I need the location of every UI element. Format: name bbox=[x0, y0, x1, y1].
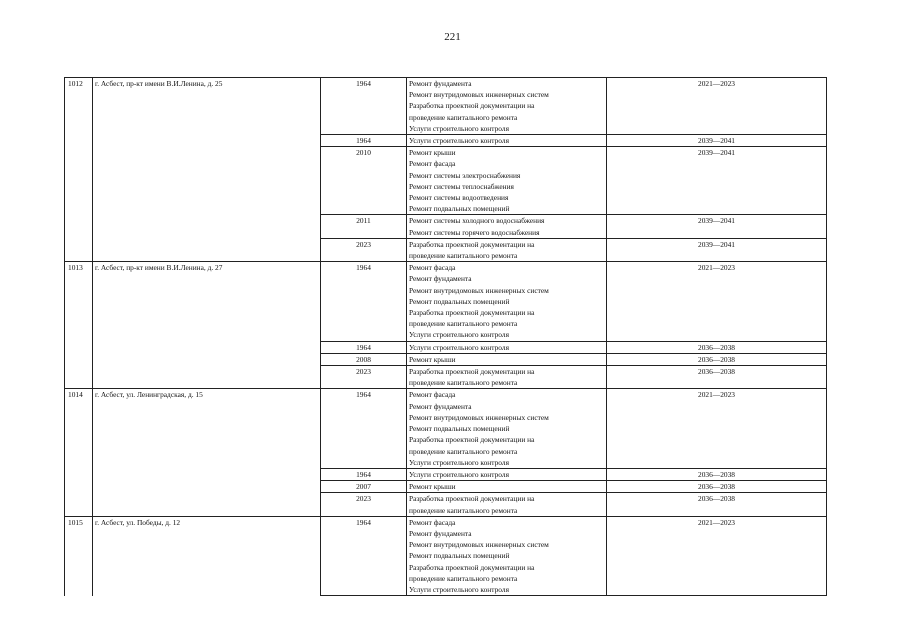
work-item: Услуги строительного контроля bbox=[409, 469, 509, 479]
commission-year: 1964 bbox=[321, 516, 407, 595]
work-item: Разработка проектной документации на bbox=[409, 239, 535, 249]
page-number: 221 bbox=[444, 31, 461, 43]
work-item: проведение капитального ремонта bbox=[409, 378, 518, 388]
work-item: Ремонт фасада bbox=[409, 159, 456, 169]
repair-period: 2039—2041 bbox=[607, 147, 827, 215]
works-list bbox=[407, 389, 607, 468]
work-item: Ремонт фундамента bbox=[409, 79, 472, 88]
repair-period: 2036—2038 bbox=[607, 468, 827, 480]
work-item: Ремонт фасада bbox=[409, 390, 456, 400]
work-item: Услуги строительного контроля bbox=[409, 136, 509, 146]
commission-year: 1964 bbox=[321, 389, 407, 468]
work-item: Ремонт подвальных помещений bbox=[409, 296, 510, 306]
building-number: 1015 bbox=[65, 516, 93, 595]
work-item: Ремонт подвальных помещений bbox=[409, 204, 510, 214]
works-list bbox=[407, 468, 607, 480]
work-item: Услуги строительного контроля bbox=[409, 584, 509, 594]
commission-year: 1964 bbox=[321, 262, 407, 341]
commission-year: 2023 bbox=[321, 493, 407, 516]
commission-year: 2010 bbox=[321, 147, 407, 215]
work-item: проведение капитального ремонта bbox=[409, 573, 518, 583]
building-address: г. Асбест, пр-кт имени В.И.Ленина, д. 25 bbox=[93, 78, 321, 262]
commission-year: 2023 bbox=[321, 366, 407, 389]
work-item: Услуги строительного контроля bbox=[409, 330, 509, 340]
work-item: проведение капитального ремонта bbox=[409, 446, 518, 456]
work-item: Ремонт фундамента bbox=[409, 528, 472, 538]
work-item: Разработка проектной документации на bbox=[409, 435, 535, 445]
works-list bbox=[407, 135, 607, 147]
work-item: Ремонт внутридомовых инженерных систем bbox=[409, 90, 549, 100]
works-list bbox=[407, 493, 607, 516]
table-body bbox=[65, 78, 827, 596]
work-item: Ремонт подвальных помещений bbox=[409, 551, 510, 561]
work-item: Ремонт фасада bbox=[409, 263, 456, 273]
repair-period: 2036—2038 bbox=[607, 353, 827, 365]
work-item: Ремонт фундамента bbox=[409, 401, 472, 411]
work-item: Ремонт подвальных помещений bbox=[409, 424, 510, 434]
work-item: проведение капитального ремонта bbox=[409, 112, 518, 122]
repair-period: 2036—2038 bbox=[607, 493, 827, 516]
works-list bbox=[407, 481, 607, 493]
repair-period: 2036—2038 bbox=[607, 341, 827, 353]
work-item: Разработка проектной документации на bbox=[409, 494, 535, 504]
work-item: Ремонт системы горячего водоснабжения bbox=[409, 227, 540, 237]
work-item: Услуги строительного контроля bbox=[409, 457, 509, 467]
building-number: 1014 bbox=[65, 389, 93, 516]
work-item: проведение капитального ремонта bbox=[409, 505, 518, 515]
works-list bbox=[407, 262, 607, 341]
work-item: Ремонт внутридомовых инженерных систем bbox=[409, 412, 549, 422]
repair-period: 2021—2023 bbox=[607, 78, 827, 135]
work-item: Ремонт системы холодного водоснабжения bbox=[409, 216, 545, 226]
work-item: Услуги строительного контроля bbox=[409, 123, 509, 133]
commission-year: 2007 bbox=[321, 481, 407, 493]
work-item: проведение капитального ремонта bbox=[409, 319, 518, 329]
repair-period: 2036—2038 bbox=[607, 366, 827, 389]
work-item: Разработка проектной документации на bbox=[409, 101, 535, 111]
works-list bbox=[407, 516, 607, 595]
table-row bbox=[65, 78, 827, 135]
repair-period: 2039—2041 bbox=[607, 135, 827, 147]
commission-year: 2023 bbox=[321, 238, 407, 261]
works-list bbox=[407, 366, 607, 389]
work-item: Ремонт внутридомовых инженерных систем bbox=[409, 285, 549, 295]
building-number: 1013 bbox=[65, 262, 93, 389]
works-list bbox=[407, 78, 607, 135]
work-item: Ремонт крыши bbox=[409, 354, 456, 364]
works-list bbox=[407, 341, 607, 353]
works-list bbox=[407, 353, 607, 365]
work-item: Ремонт крыши bbox=[409, 148, 456, 158]
repair-period: 2021—2023 bbox=[607, 262, 827, 341]
building-address: г. Асбест, ул. Победы, д. 12 bbox=[93, 516, 321, 595]
work-item: Ремонт системы теплоснабжения bbox=[409, 181, 514, 191]
table-row bbox=[65, 389, 827, 468]
commission-year: 1964 bbox=[321, 468, 407, 480]
work-item: Ремонт фундамента bbox=[409, 274, 472, 284]
work-item: Ремонт внутридомовых инженерных систем bbox=[409, 540, 549, 550]
commission-year: 1964 bbox=[321, 78, 407, 135]
work-item: Ремонт системы электроснабжения bbox=[409, 170, 521, 180]
building-number: 1012 bbox=[65, 78, 93, 262]
table-row bbox=[65, 516, 827, 595]
capital-repair-table bbox=[64, 77, 827, 596]
repair-period: 2039—2041 bbox=[607, 215, 827, 238]
work-item: Ремонт крыши bbox=[409, 482, 456, 492]
repair-period: 2021—2023 bbox=[607, 516, 827, 595]
work-item: Услуги строительного контроля bbox=[409, 342, 509, 352]
building-address: г. Асбест, пр-кт имени В.И.Ленина, д. 27 bbox=[93, 262, 321, 389]
work-item: Разработка проектной документации на bbox=[409, 367, 535, 377]
work-item: Разработка проектной документации на bbox=[409, 562, 535, 572]
works-list bbox=[407, 238, 607, 261]
work-item: проведение капитального ремонта bbox=[409, 251, 518, 261]
building-address: г. Асбест, ул. Ленинградская, д. 15 bbox=[93, 389, 321, 516]
works-list bbox=[407, 147, 607, 215]
work-item: Разработка проектной документации на bbox=[409, 308, 535, 318]
commission-year: 1964 bbox=[321, 135, 407, 147]
repair-period: 2036—2038 bbox=[607, 481, 827, 493]
work-item: Ремонт системы водоотведения bbox=[409, 193, 509, 203]
commission-year: 1964 bbox=[321, 341, 407, 353]
repair-period: 2039—2041 bbox=[607, 238, 827, 261]
commission-year: 2008 bbox=[321, 353, 407, 365]
table-row bbox=[65, 262, 827, 341]
work-item: Ремонт фасада bbox=[409, 517, 456, 527]
repair-period: 2021—2023 bbox=[607, 389, 827, 468]
commission-year: 2011 bbox=[321, 215, 407, 238]
works-list bbox=[407, 215, 607, 238]
